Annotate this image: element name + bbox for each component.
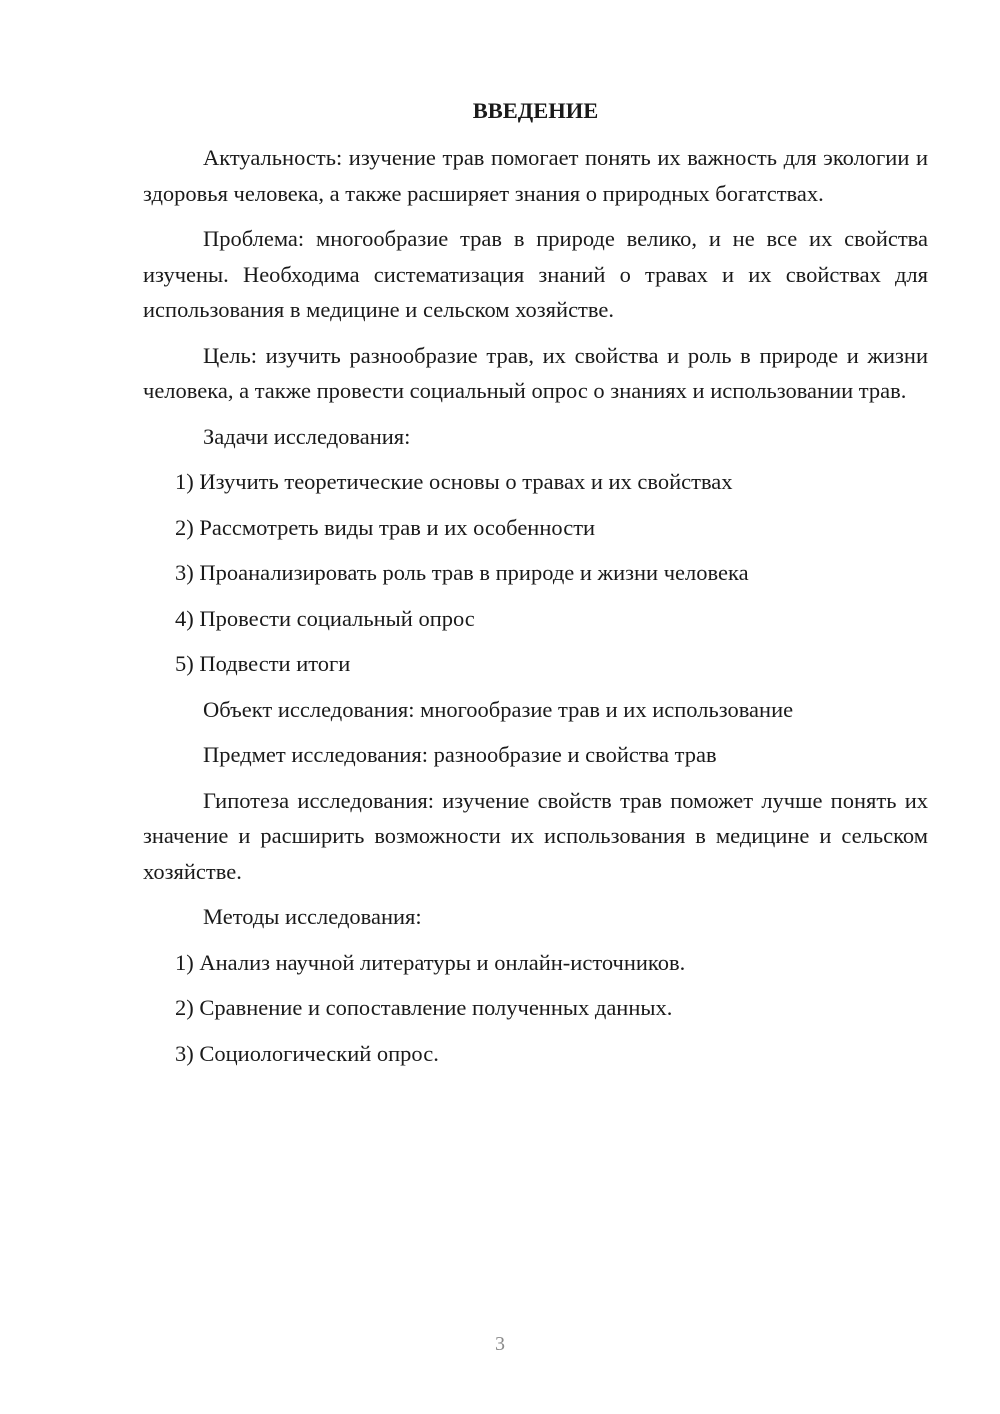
relevance-paragraph: Актуальность: изучение трав помогает понять их важность для экологии и здоровья человека, а также расширяет знания о природных богатствах. xyxy=(143,145,928,206)
goal-paragraph: Цель: изучить разнообразие трав, их свойства и роль в природе и жизни человека, а также провести социальный опрос о знаниях и использовании трав. xyxy=(143,342,928,403)
list-item: 1) Анализ научной литературы и онлайн-источников. xyxy=(175,949,686,975)
methods-list xyxy=(143,945,928,1072)
problem-paragraph: Проблема: многообразие трав в природе велико, и не все их свойства изучены. Необходима систематизация знаний о травах и их свойствах для использования в медицине и сельском хозяйстве. xyxy=(143,226,928,322)
tasks-intro: Задачи исследования: xyxy=(203,423,411,449)
list-item: 5) Подвести итоги xyxy=(175,651,351,676)
subject-paragraph: Предмет исследования: разнообразие и свойства трав xyxy=(203,742,717,767)
tasks-list xyxy=(143,464,928,682)
hypothesis-paragraph: Гипотеза исследования: изучение свойств трав поможет лучше понять их значение и расширить возможности их использования в медицине и сельском хозяйстве. xyxy=(143,787,928,884)
list-item: 2) Рассмотреть виды трав и их особенности xyxy=(175,514,596,540)
page-content xyxy=(143,92,928,1081)
list-item: 2) Сравнение и сопоставление полученных данных. xyxy=(175,995,673,1020)
list-item: 3) Проанализировать роль трав в природе и жизни человека xyxy=(175,560,749,585)
methods-intro: Методы исследования: xyxy=(203,904,422,929)
section-heading: ВВЕДЕНИЕ xyxy=(472,98,599,123)
list-item: 4) Провести социальный опрос xyxy=(175,605,475,631)
list-item: 3) Социологический опрос. xyxy=(175,1040,439,1066)
page-number: 3 xyxy=(495,1333,505,1355)
list-item: 1) Изучить теоретические основы о травах и их свойствах xyxy=(175,469,733,494)
object-paragraph: Объект исследования: многообразие трав и их использование xyxy=(203,696,794,722)
